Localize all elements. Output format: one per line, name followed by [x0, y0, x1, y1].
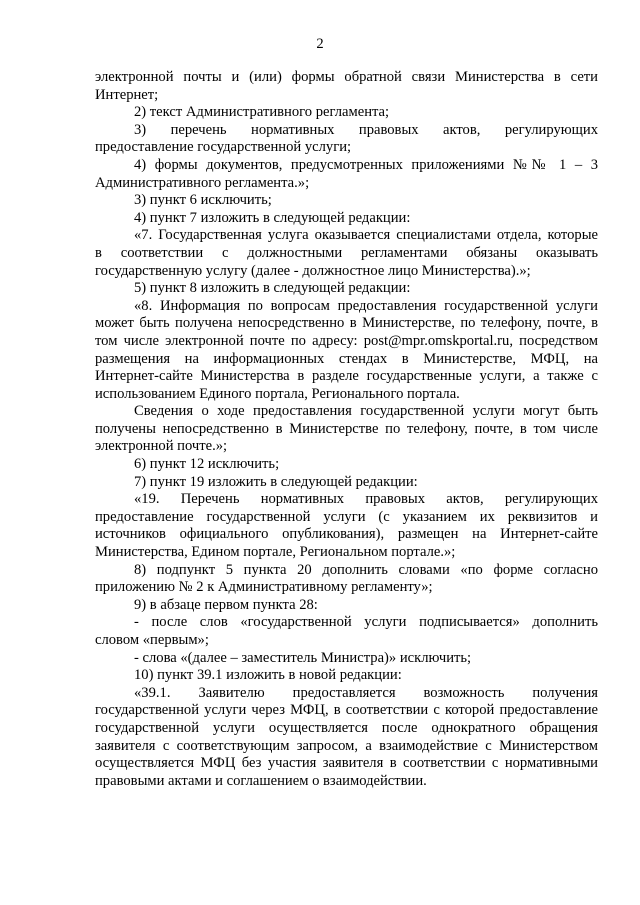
paragraph-p06 [95, 210, 598, 228]
page-number: 2 [316, 36, 324, 52]
paragraph-p17 [95, 650, 598, 668]
text-line: «8. Информация по вопросам предоставления государственной услуги [134, 297, 598, 314]
paragraph-p09 [95, 298, 598, 404]
document-body [95, 69, 598, 790]
text-line: государственной услуги через МФЦ, в соответствии с которой предоставление [95, 702, 598, 719]
paragraph-p12 [95, 474, 598, 492]
text-line: приложению № 2 к Административному регламенту»; [95, 579, 433, 596]
text-line: словом «первым»; [95, 632, 209, 648]
text-line: 3) перечень нормативных правовых актов, регулирующих [134, 121, 598, 138]
paragraph-p05 [95, 192, 598, 210]
text-line: 9) в абзаце первом пункта 28: [134, 596, 318, 613]
text-line: государственной услуги осуществляется после однократного обращения [95, 719, 598, 736]
text-line: использованием Единого портала, Регионального портала. [95, 385, 460, 402]
paragraph-p16 [95, 614, 598, 649]
paragraph-p10 [95, 403, 598, 456]
paragraph-p08 [95, 280, 598, 298]
paragraph-p13 [95, 491, 598, 561]
paragraph-p19 [95, 685, 598, 791]
paragraph-p15 [95, 597, 598, 615]
text-line: 2) текст Административного регламента; [134, 104, 390, 121]
text-line: 8) подпункт 5 пункта 20 дополнить словами «по форме согласно [134, 561, 598, 578]
text-line: источников официального опубликования), размещен на Интернет-сайте [95, 526, 598, 543]
text-line: том числе электронной почте по адресу: post@mpr.omskportal.ru, посредством [95, 332, 598, 349]
text-line: Сведения о ходе предоставления государственной услуги могут быть [134, 403, 598, 420]
text-line: осуществляется МФЦ без участия заявителя в соответствии с нормативными [95, 755, 598, 772]
text-line: предоставление государственной услуги (с указанием их реквизитов и [95, 508, 598, 525]
text-line: Интернет-сайте Министерства в разделе государственные услуги, а также с [95, 368, 598, 385]
paragraph-p01 [95, 69, 598, 104]
text-line: Интернет; [95, 86, 159, 103]
text-line: в соответствии с должностными регламентами обязаны оказывать [95, 244, 598, 261]
text-line: 10) пункт 39.1 изложить в новой редакции: [134, 667, 402, 684]
paragraph-p04 [95, 157, 598, 192]
text-line: - после слов «государственной услуги подписывается» дополнить [134, 614, 598, 631]
text-line: правовыми актами и соглашением о взаимодействии. [95, 772, 427, 789]
paragraph-p07 [95, 227, 598, 280]
text-line: 5) пункт 8 изложить в следующей редакции: [134, 280, 411, 297]
text-line: Административного регламента.»; [95, 174, 310, 191]
text-line: «7. Государственная услуга оказывается специалистами отдела, которые [134, 227, 598, 244]
text-line: «19. Перечень нормативных правовых актов, регулирующих [134, 491, 598, 508]
text-line: «39.1. Заявителю предоставляется возможность получения [134, 684, 598, 701]
text-line: электронной почте.»; [95, 438, 228, 455]
paragraph-p02 [95, 104, 598, 122]
text-line: может быть получена непосредственно в Министерстве, по телефону, почте, в [95, 315, 598, 332]
text-line: государственную услугу (далее - должностное лицо Министерства).»; [95, 262, 531, 279]
text-line: 3) пункт 6 исключить; [134, 192, 272, 209]
paragraph-p03 [95, 122, 598, 157]
paragraph-p18 [95, 667, 598, 685]
text-line: электронной почты и (или) формы обратной связи Министерства в сети [95, 69, 598, 85]
text-line: 4) формы документов, предусмотренных приложениями №№ 1 – 3 [134, 156, 598, 173]
text-line: предоставление государственной услуги; [95, 139, 352, 156]
paragraph-p14 [95, 562, 598, 597]
text-line: размещения на информационных стендах в Министерстве, МФЦ, на [95, 350, 598, 367]
text-line: - слова «(далее – заместитель Министра)» исключить; [134, 649, 472, 666]
paragraph-p11 [95, 456, 598, 474]
text-line: 4) пункт 7 изложить в следующей редакции: [134, 209, 411, 226]
text-line: получены непосредственно в Министерстве по телефону, почте, в том числе [95, 420, 598, 437]
text-line: Министерства, Едином портале, Региональном портале.»; [95, 544, 456, 561]
text-line: заявителя с соответствующим запросом, а взаимодействие с Министерством [95, 737, 598, 754]
text-line: 7) пункт 19 изложить в следующей редакции: [134, 473, 418, 490]
text-line: 6) пункт 12 исключить; [134, 456, 280, 473]
